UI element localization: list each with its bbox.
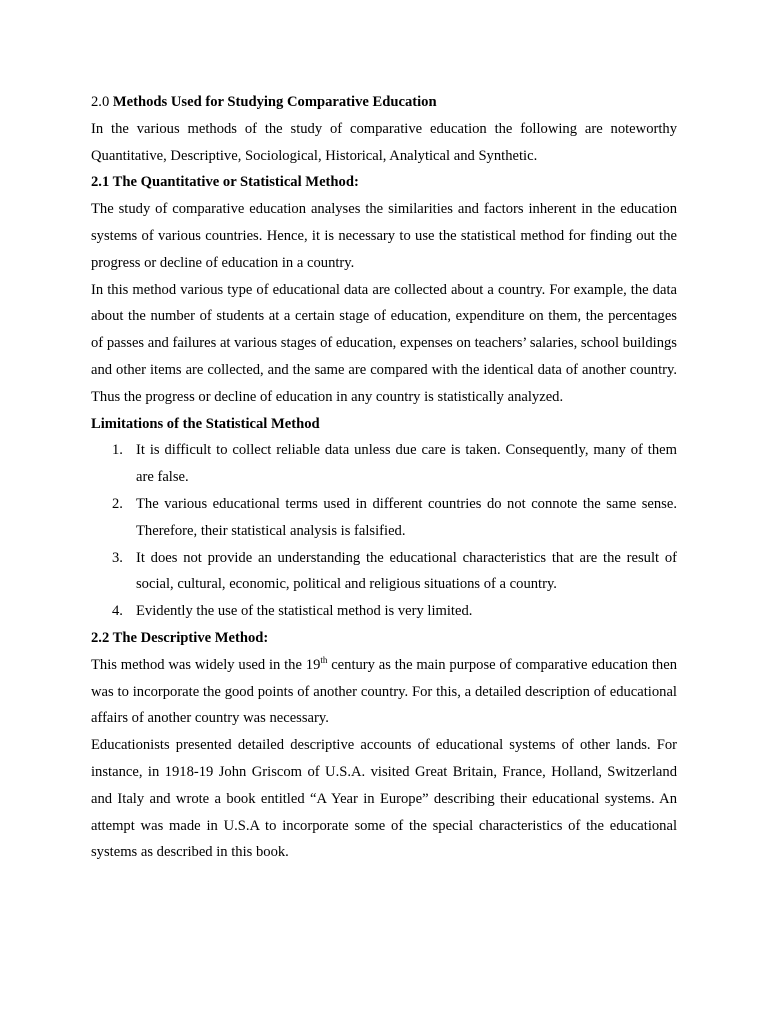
list-marker: 1. [112, 442, 123, 459]
section-2-1-heading: 2.1 The Quantitative or Statistical Method: [91, 174, 359, 191]
limitations-list [91, 437, 677, 625]
limitation-text: The various educational terms used in different countries do not connote the same sense. Therefore, their statistical analysis is falsified. [136, 495, 677, 539]
section-2-1-paragraph-2: In this method various type of educational data are collected about a country. For example, the data about the number of students at a certain stage of education, expenditure on them, the percentages of passes and failures at various stages of education, expenses on teachers’ salaries, school buildings and other items are collected, and the same are compared with the identical data of another country. Thus the progress or decline of education in any country is statistically analyzed. [91, 281, 677, 405]
limitation-text: Evidently the use of the statistical method is very limited. [136, 603, 473, 620]
list-marker: 4. [112, 603, 123, 620]
limitation-item [91, 437, 677, 491]
paragraph-text-start: This method was widely used in the 19 [91, 656, 321, 673]
limitation-item [91, 598, 677, 625]
section-2-0-number: 2.0 [91, 94, 110, 110]
section-2-1-paragraph-1: The study of comparative education analyses the similarities and factors inherent in the education systems of various countries. Hence, it is necessary to use the statistical method for finding out the progress or decline of education in a country. [91, 201, 677, 271]
section-2-0-title: Methods Used for Studying Comparative Education [112, 94, 437, 110]
section-2-2-paragraph-1 [91, 652, 677, 732]
ordinal-superscript: th [320, 654, 328, 665]
limitation-item [91, 491, 677, 545]
list-marker: 3. [112, 549, 123, 566]
limitation-item [91, 545, 677, 599]
section-2-0-intro: In the various methods of the study of comparative education the following are noteworthy Quantitative, Descriptive, Sociological, Historical, Analytical and Synthetic. [91, 120, 677, 164]
limitation-text: It does not provide an understanding the educational characteristics that are the result of social, cultural, economic, political and religious situations of a country. [136, 549, 677, 593]
section-2-2-heading: 2.2 The Descriptive Method: [91, 629, 269, 646]
document-page [91, 89, 677, 866]
limitations-heading: Limitations of the Statistical Method [91, 415, 320, 432]
list-marker: 2. [112, 495, 123, 512]
limitation-text: It is difficult to collect reliable data unless due care is taken. Consequently, many of them are false. [136, 442, 677, 486]
section-2-2-paragraph-2: Educationists presented detailed descriptive accounts of educational systems of other lands. For instance, in 1918-19 John Griscom of U.S.A. visited Great Britain, France, Holland, Switzerland and Italy and wrote a book entitled “A Year in Europe” describing their educational systems. An attempt was made in U.S.A to incorporate some of the special characteristics of the educational systems as described in this book. [91, 737, 677, 861]
paragraph-text-rest: century as the main purpose of comparative education then was to incorporate the good points of another country. For this, a detailed description of educational affairs of another country was necessary. [91, 656, 677, 727]
section-2-0-heading [91, 89, 677, 116]
